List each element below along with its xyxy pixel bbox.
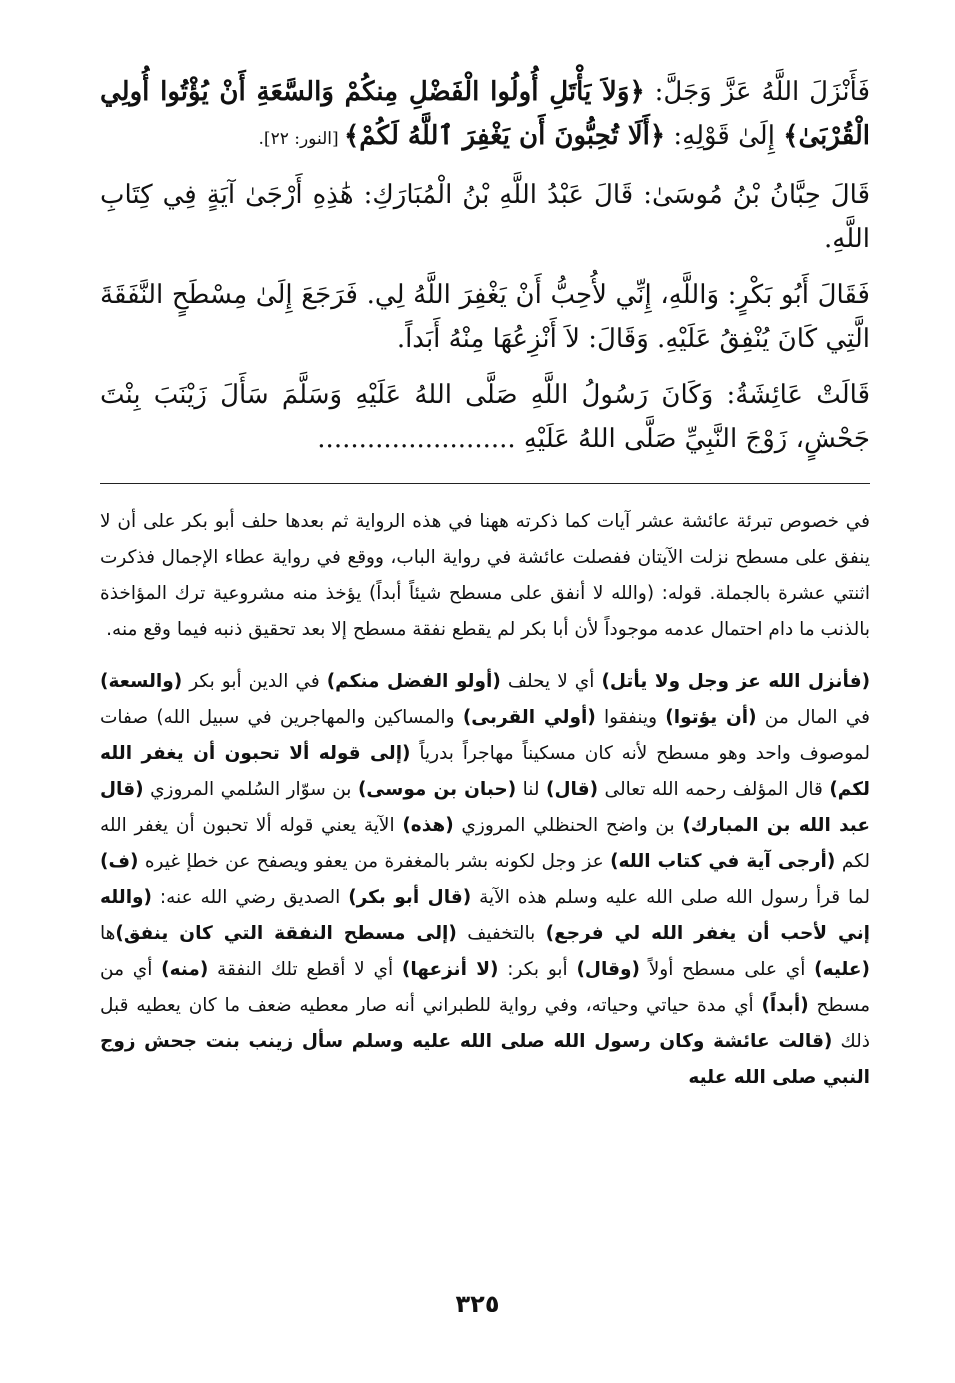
explanation: عز وجل لكونه بشر بالمغفرة من يعفو ويصفح عن خطإ غيره [138,851,611,872]
commentary-paragraph-1: في خصوص تبرئة عائشة عشر آيات كما ذكرته ههنا في هذه الرواية ثم بعدها حلف أبو بكر على أن لا ينفق على مسطح نزلت الآيتان ففصلت عائشة في رواية الباب، ووقع في رواية عطاء الإجمال فذكرت اثنتي عشرة بالجملة. قوله: (والله لا أنفق على مسطح شيئاً أبداً) يؤخذ منه مشروعية ترك المؤاخذة بالذنب ما دام احتمال عدمه موجوداً لأن أبا بكر لم يقطع نفقة مسطح إلا بعد تحقيق ذنبه فيما وقع منه. [100,511,870,640]
explanation: وينفقوا [595,707,666,728]
hadith-text [100,70,870,461]
explanation: الآية يعني قوله ألا تحبون أن يغفر الله لكم [100,815,870,872]
verse-reference: [النور: ٢٢]. [258,129,345,149]
bold-quote: (فأنزل الله عز وجل ولا يأتل) [601,671,871,692]
quran-verse-2: ﴿أَلَا تُحِبُّونَ أَن يَغْفِرَ ٱللَّهُ لَكُمْ﴾ [344,121,666,151]
bold-quote: (والسعة) [100,671,183,692]
bold-quote: (ف) [100,851,139,872]
hadith-paragraph-1 [100,70,870,161]
bold-quote: (أن يؤتوا) [665,707,757,728]
commentary-paragraph-2 [100,664,870,1096]
bold-quote: (لا أنزعها) [401,959,499,980]
explanation: بن سوّار السُلمي المروزي [143,779,358,800]
explanation: أي لا يحلف [500,671,602,692]
bold-quote: (أبداً) [761,995,809,1016]
explanation: أبو بكر: [498,959,577,980]
intro-text: فَأَنْزَلَ اللَّهُ عَزَّ وَجَلَّ: [644,77,871,107]
bold-quote: (منه) [161,959,209,980]
explanation: أي من مسطح [100,959,870,1016]
quran-verse-1: ﴿وَلاَ يَأْتَلِ أُولُوا الْفَضْلِ مِنكُمْ وَالسَّعَةِ أَنْ يُؤْتُوا أُولِي الْقُرْبَىٰ﴾ [100,77,870,151]
bold-quote: (حبان بن موسى) [357,779,517,800]
bold-quote: (قال عبد الله بن المبارك) [100,779,870,836]
explanation: في المال من [756,707,870,728]
bold-quote: (أولو الفضل منكم) [326,671,501,692]
hadith-paragraph-3: فَقَالَ أَبُو بَكْرٍ: وَاللَّهِ، إِنِّي لأُحِبُّ أَنْ يَغْفِرَ اللَّهُ لِي. فَرَجَعَ إِلَىٰ مِسْطَحٍ النَّفَقَةَ الَّتِي كَانَ يُنْفِقُ عَلَيْهِ. وَقَالَ: لاَ أَنْزِعُهَا مِنْهُ أَبَداً. [100,280,870,354]
explanation: أي على مسطح أولاً [639,959,815,980]
hadith-paragraph-2: قَالَ حِبَّانُ بْنُ مُوسَىٰ: قَالَ عَبْدُ اللَّهِ بْنُ الْمُبَارَكِ: هَٰذِهِ أَرْجَىٰ آيَةٍ فِي كِتَابِ اللَّهِ. [100,180,871,254]
explanation: ها [100,923,116,944]
explanation: بالتخفيف [456,923,546,944]
explanation: أي مدة حياتي وحياته، وفي رواية للطبراني أنه صار معطيه ضعف ما كان يعطيه قبل ذلك [100,995,870,1052]
bold-quote: (إلى مسطح النفقة التي كان ينفق) [115,923,457,944]
explanation: لما قرأ رسول الله صلى الله عليه وسلم هذه الآية [471,887,870,908]
explanation: قال المؤلف رحمه الله تعالى [598,779,830,800]
bold-quote: (وقال) [576,959,640,980]
explanation: والمساكين والمهاجرين في سبيل الله) صفات لموصوف واحد وهو مسطح لأنه كان مسكيناً مهاجراً بدرياً [100,707,870,764]
page-number: ٣٢٥ [455,1290,500,1318]
bold-quote: (إلى قوله ألا تحبون أن يغفر الله لكم) [100,743,870,800]
commentary [100,504,870,1096]
bold-quote: (هذه) [402,815,454,836]
explanation: أي لا أقطع تلك النفقة [208,959,402,980]
bold-quote: (أولي القربى) [462,707,596,728]
bold-quote: (أرجى آية في كتاب الله) [610,851,836,872]
footnote-divider [100,483,870,484]
explanation: في الدين أبو بكر [182,671,327,692]
bold-quote: (قالت عائشة وكان رسول الله صلى الله عليه وسلم سأل زينب بنت جحش زوج النبي صلى الله عليه [100,1031,870,1088]
explanation: الصديق رضي الله عنه: [152,887,349,908]
bold-quote: (والله إني لأحب أن يغفر الله لي فرجع) [100,887,870,944]
verse-connector: إِلَىٰ قَوْلِهِ: [665,121,784,151]
bold-quote: (عليه) [814,959,871,980]
bold-quote: (قال) [546,779,599,800]
bold-quote: (قال أبو بكر) [348,887,472,908]
explanation: لنا [516,779,547,800]
explanation: بن واضح الحنظلي المروزي [453,815,683,836]
hadith-paragraph-4: قَالَتْ عَائِشَةُ: وَكَانَ رَسُولُ اللَّهِ صَلَّى اللهُ عَلَيْهِ وَسَلَّمَ سَأَلَ زَيْنَبَ بِنْتَ جَحْشٍ، زَوْجَ النَّبِيِّ صَلَّى اللهُ عَلَيْهِ ........................ [100,380,870,454]
